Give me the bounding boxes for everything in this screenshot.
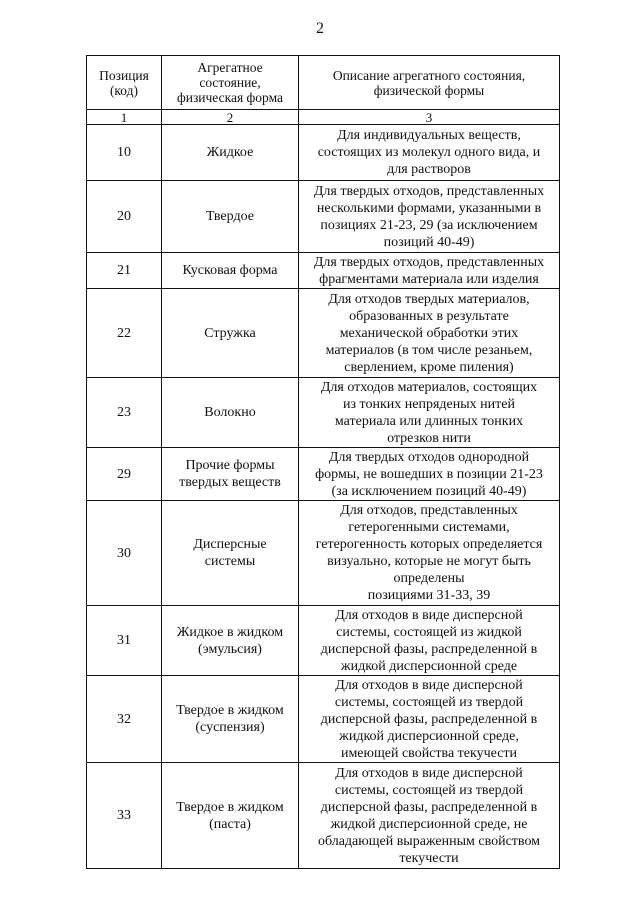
row-code: 29 <box>87 448 162 501</box>
table-row <box>87 448 560 501</box>
header-state: Агрегатное состояние, физическая форма <box>162 56 299 110</box>
table-row <box>87 501 560 606</box>
table-row <box>87 763 560 869</box>
table-row <box>87 676 560 763</box>
row-state: Твердое в жидком (паста) <box>162 763 299 869</box>
page-number: 2 <box>316 20 324 37</box>
row-description: Для твердых отходов однородной формы, не вошедших в позиции 21-23 (за исключением позиций 40-49) <box>299 448 560 501</box>
row-state: Твердое в жидком (суспензия) <box>162 676 299 763</box>
column-number: 3 <box>299 110 560 125</box>
row-description: Для отходов твердых материалов, образованных в результате механической обработки этих материалов (в том числе резаньем, сверлением, кроме пиления) <box>299 289 560 378</box>
row-state: Жидкое <box>162 125 299 181</box>
row-code: 33 <box>87 763 162 869</box>
row-code: 23 <box>87 378 162 448</box>
column-number: 1 <box>87 110 162 125</box>
row-state: Дисперсные системы <box>162 501 299 606</box>
row-code: 20 <box>87 181 162 253</box>
row-description: Для твердых отходов, представленных несколькими формами, указанными в позициях 21-23, 29 (за исключением позиций 40-49) <box>299 181 560 253</box>
column-number-row <box>87 110 560 125</box>
column-number: 2 <box>162 110 299 125</box>
row-state: Жидкое в жидком (эмульсия) <box>162 606 299 676</box>
row-code: 21 <box>87 253 162 289</box>
row-state: Кусковая форма <box>162 253 299 289</box>
header-code: Позиция (код) <box>87 56 162 110</box>
table-header-row <box>87 56 560 110</box>
row-state: Волокно <box>162 378 299 448</box>
table-row <box>87 181 560 253</box>
row-description: Для отходов в виде дисперсной системы, состоящей из жидкой дисперсной фазы, распределенной в жидкой дисперсионной среде <box>299 606 560 676</box>
row-state: Стружка <box>162 289 299 378</box>
row-state: Прочие формы твердых веществ <box>162 448 299 501</box>
row-description: Для отходов в виде дисперсной системы, состоящей из твердой дисперсной фазы, распределенной в жидкой дисперсионной среде, имеющей свойства текучести <box>299 676 560 763</box>
row-state: Твердое <box>162 181 299 253</box>
row-description: Для отходов материалов, состоящих из тонких непряденых нитей материала или длинных тонких отрезков нити <box>299 378 560 448</box>
table-row <box>87 378 560 448</box>
row-code: 10 <box>87 125 162 181</box>
table-row <box>87 289 560 378</box>
table-row <box>87 253 560 289</box>
row-code: 31 <box>87 606 162 676</box>
table-row <box>87 606 560 676</box>
row-description: Для отходов, представленных гетерогенными системами, гетерогенность которых определяется визуально, которые не могут быть определены позициями 31-33, 39 <box>299 501 560 606</box>
row-description: Для твердых отходов, представленных фрагментами материала или изделия <box>299 253 560 289</box>
header-description: Описание агрегатного состояния, физической формы <box>299 56 560 110</box>
row-code: 30 <box>87 501 162 606</box>
table-row <box>87 125 560 181</box>
row-description: Для индивидуальных веществ, состоящих из молекул одного вида, и для растворов <box>299 125 560 181</box>
row-description: Для отходов в виде дисперсной системы, состоящей из твердой дисперсной фазы, распределенной в жидкой дисперсионной среде, не обладающей выраженным свойством текучести <box>299 763 560 869</box>
waste-state-table <box>86 55 560 869</box>
row-code: 22 <box>87 289 162 378</box>
row-code: 32 <box>87 676 162 763</box>
